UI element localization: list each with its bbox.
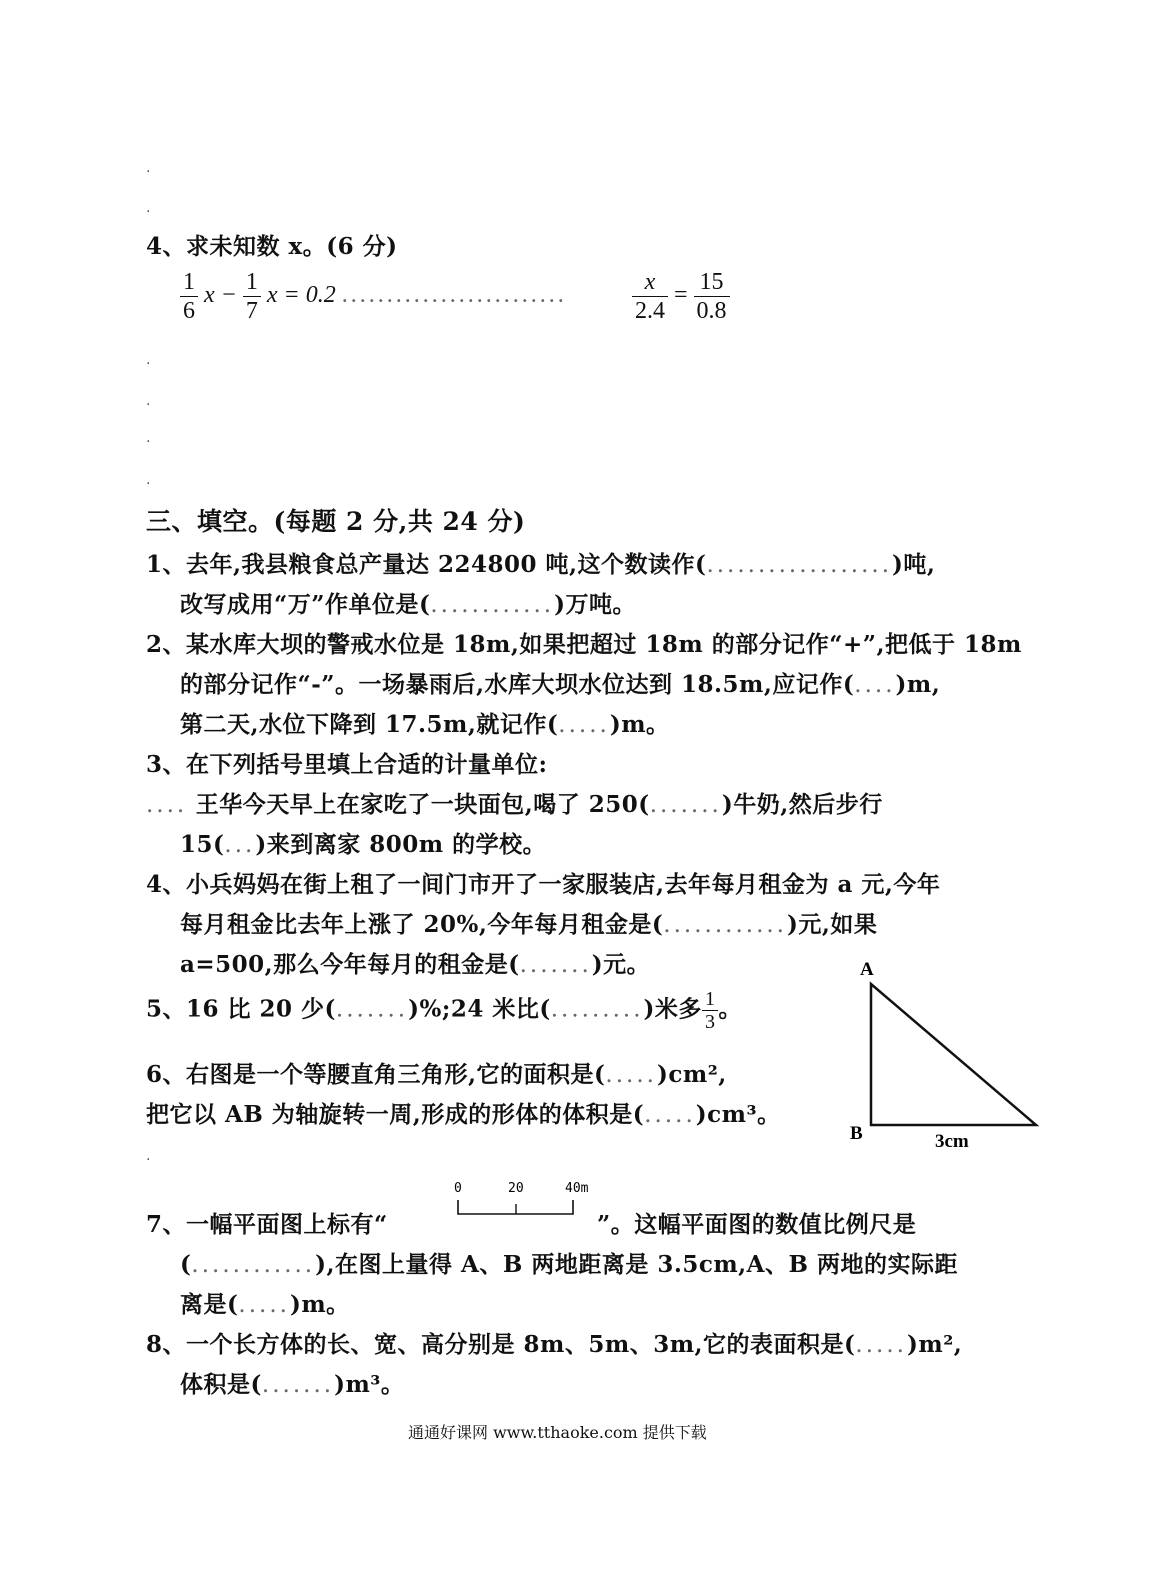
eq1-frac-b-num: 1: [243, 268, 261, 297]
q4-heading: 4、求未知数 x。(6 分): [146, 233, 398, 260]
eq2-right-den: 0.8: [696, 298, 727, 324]
q5-line: [146, 988, 742, 1033]
q1-end2: )万吨。: [554, 591, 636, 618]
q2-end3: )m。: [609, 711, 670, 738]
q5-frac-num: 1: [702, 988, 719, 1011]
eq2-left-num: x: [632, 268, 668, 297]
q2-line2: [180, 666, 940, 699]
q6-line1: [146, 1056, 727, 1089]
q1-text2: 改写成用“万”作单位是(: [180, 591, 431, 618]
q6-end1: )cm²,: [656, 1061, 727, 1088]
margin-dot: .: [146, 160, 151, 176]
section3-heading: 三、填空。(每题 2 分,共 24 分): [146, 507, 526, 536]
eq2-right-num: 15: [694, 268, 730, 297]
answer-blank[interactable]: ............: [663, 912, 787, 938]
q2-line1: 2、某水库大坝的警戒水位是 18m,如果把超过 18m 的部分记作“+”,把低于 18m: [146, 631, 1022, 658]
triangle-figure: [840, 955, 1060, 1155]
q7-text2: (: [180, 1251, 192, 1278]
answer-blank[interactable]: .....: [558, 712, 610, 738]
margin-dot: .: [146, 1148, 151, 1164]
q4-end3: )元。: [591, 951, 651, 978]
q5-end: 。: [718, 995, 742, 1023]
q8-end2: )m³。: [334, 1371, 405, 1398]
eq1-mid: x −: [204, 282, 237, 309]
q3-text2: 王华今天早上在家吃了一块面包,喝了 250(: [195, 791, 650, 818]
q8-line1: [146, 1326, 962, 1359]
q7-end3: )m。: [289, 1291, 350, 1318]
answer-blank[interactable]: ............: [191, 1252, 316, 1278]
scale-tick-20: 20: [508, 1181, 524, 1196]
equation-2: [632, 268, 730, 325]
q6-end2: )cm³。: [695, 1101, 781, 1128]
q1-end: )吨,: [892, 551, 936, 578]
margin-dot: .: [146, 393, 151, 409]
q3-line2: .... 王华今天早上在家吃了一块面包,喝了 250(.......)牛奶,然后步行: [146, 791, 883, 818]
q8-end1: )m²,: [906, 1331, 963, 1358]
answer-blank[interactable]: .....: [605, 1062, 657, 1088]
answer-blank[interactable]: ..................: [706, 552, 893, 578]
q5-frac-den: 3: [704, 1011, 716, 1033]
q7-line2: [180, 1246, 958, 1279]
eq2-left-den: 2.4: [635, 298, 665, 324]
label-base: 3cm: [935, 1131, 969, 1152]
answer-blank[interactable]: ...: [224, 832, 256, 858]
scale-tick-0: 0: [454, 1181, 462, 1196]
margin-dot: .: [146, 430, 151, 446]
q5-a: 5、16 比 20 少(: [146, 995, 336, 1023]
q1-text: 1、去年,我县粮食总产量达 224800 吨,这个数读作(: [146, 551, 707, 578]
q8-text1: 8、一个长方体的长、宽、高分别是 8m、5m、3m,它的表面积是(: [146, 1331, 856, 1358]
q3-text3: 15(: [180, 831, 225, 858]
q4-text2: 每月租金比去年上涨了 20%,今年每月租金是(: [180, 911, 664, 938]
answer-blank[interactable]: .......: [649, 792, 722, 818]
q2-line3: [180, 706, 670, 739]
eq2-equals: =: [674, 282, 688, 309]
q2-end2: )m,: [895, 671, 941, 698]
q7-text3: 离是(: [180, 1291, 239, 1318]
q6-line2: [146, 1096, 781, 1129]
q1-line1: [146, 546, 935, 579]
answer-blank[interactable]: .........: [550, 996, 644, 1023]
q6-text1: 6、右图是一个等腰直角三角形,它的面积是(: [146, 1061, 606, 1088]
label-b: B: [850, 1123, 863, 1144]
answer-blank[interactable]: .....: [238, 1292, 290, 1318]
q1-line2: [180, 586, 636, 619]
q4-end2: )元,如果: [787, 911, 878, 938]
eq1-frac-a-num: 1: [180, 268, 198, 297]
label-a: A: [860, 959, 874, 980]
answer-blank[interactable]: ....: [854, 672, 896, 698]
q2-text2: 的部分记作“-”。一场暴雨后,水库大坝水位达到 18.5m,应记作(: [180, 671, 855, 698]
answer-blank[interactable]: .......: [519, 952, 592, 978]
margin-dot: .: [146, 200, 151, 216]
answer-blank[interactable]: .....: [644, 1102, 696, 1128]
q3-end2: )牛奶,然后步行: [721, 791, 883, 818]
q3-line3: [180, 826, 546, 859]
q3-line1: 3、在下列括号里填上合适的计量单位:: [146, 751, 548, 778]
eq1-frac-a-den: 6: [183, 298, 195, 324]
scale-tick-40: 40m: [565, 1181, 589, 1196]
q7-line3: [180, 1286, 350, 1319]
answer-blank[interactable]: .....: [855, 1332, 907, 1358]
eq1-tail: x = 0.2: [266, 282, 336, 309]
margin-dot: .: [146, 472, 151, 488]
q4-line2: [180, 906, 877, 939]
q8-line2: [180, 1366, 404, 1399]
eq1-frac-b-den: 7: [245, 298, 258, 324]
q8-text2: 体积是(: [180, 1371, 262, 1398]
q3-end3: )来到离家 800m 的学校。: [255, 831, 547, 858]
q7-line1b: ”。这幅平面图的数值比例尺是: [597, 1211, 917, 1238]
q5-b: )%;24 米比(: [408, 995, 551, 1023]
q7-end2: ),在图上量得 A、B 两地距离是 3.5cm,A、B 两地的实际距: [315, 1251, 958, 1278]
q2-text3: 第二天,水位下降到 17.5m,就记作(: [180, 711, 559, 738]
margin-dot: .: [146, 352, 151, 368]
q4-line1: 4、小兵妈妈在街上租了一间门市开了一家服装店,去年每月租金为 a 元,今年: [146, 871, 941, 898]
equation-1: $\frac{1}{6}$ x − $\frac{1}{7}$ x = 0.2 .........................: [180, 268, 567, 325]
q7-line1a: 7、一幅平面图上标有“: [146, 1211, 388, 1238]
q6-text2: 把它以 AB 为轴旋转一周,形成的形体的体积是(: [146, 1101, 645, 1128]
triangle-shape: [871, 984, 1036, 1125]
answer-blank[interactable]: ............: [430, 592, 555, 618]
q5-c: )米多: [643, 995, 702, 1023]
scale-bar: [448, 1178, 598, 1222]
footer-text: 通通好课网 www.tthaoke.com 提供下载: [408, 1423, 707, 1442]
answer-blank[interactable]: .......: [335, 996, 409, 1023]
q4-text3: a=500,那么今年每月的租金是(: [180, 951, 520, 978]
q4-line3: [180, 946, 650, 979]
answer-blank[interactable]: .......: [261, 1372, 335, 1398]
